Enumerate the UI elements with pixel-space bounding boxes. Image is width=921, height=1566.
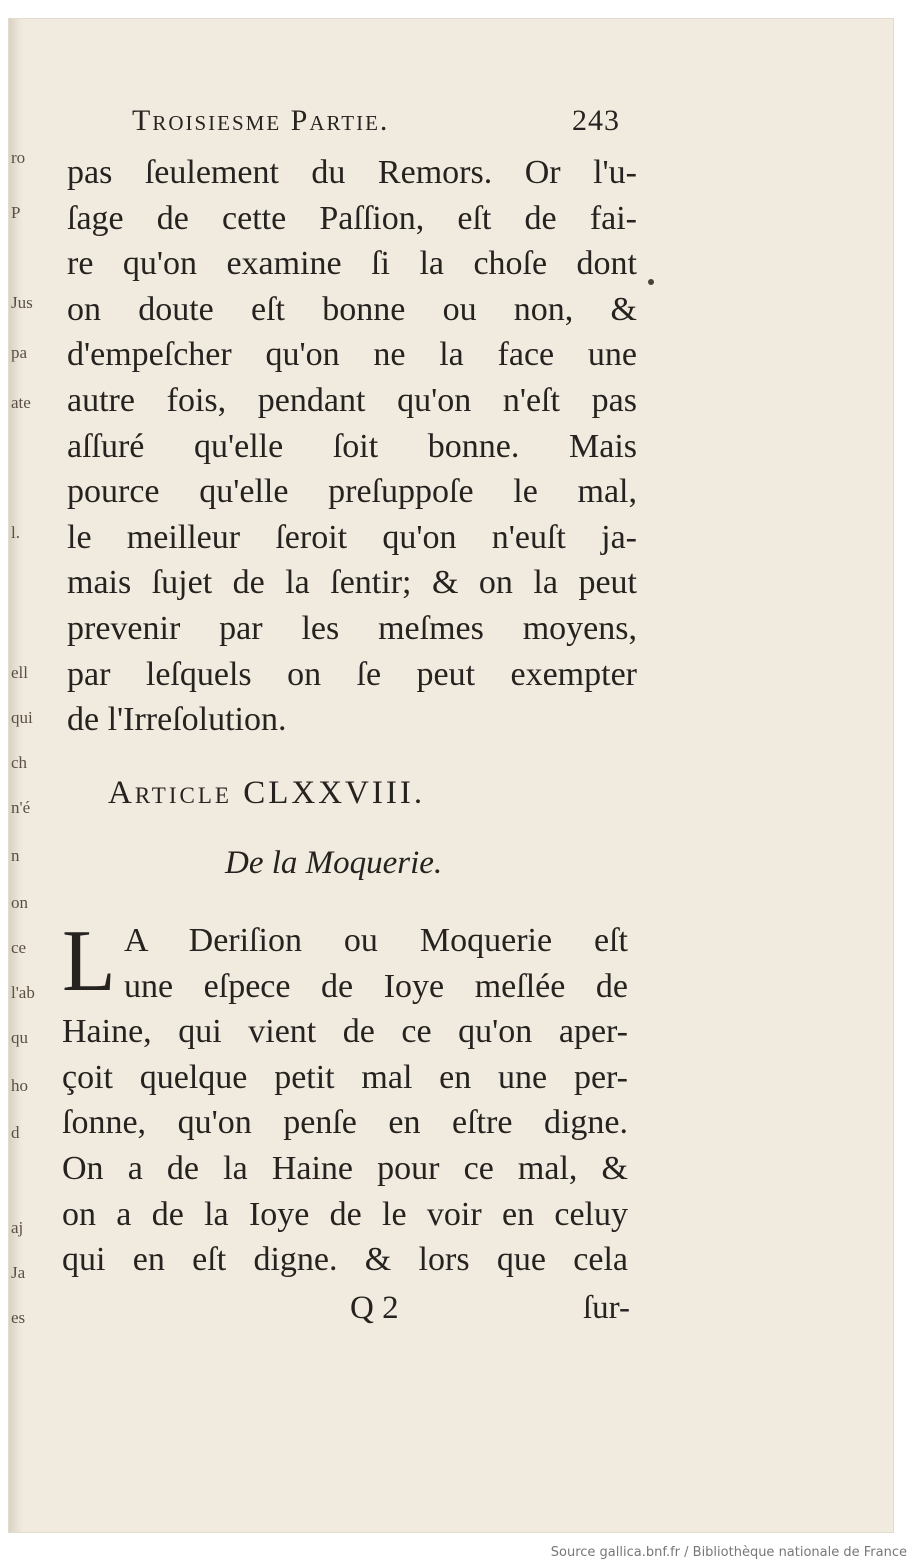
- facing-page-fragment: ho: [11, 1076, 28, 1095]
- text-line: mais ſujet de la ſentir; & on la peut: [67, 564, 637, 602]
- facing-page-fragment: l'ab: [11, 983, 35, 1002]
- text-line: Haine, qui vient de ce qu'on aper-: [62, 1013, 628, 1051]
- text-line: On a de la Haine pour ce mal, &: [62, 1149, 628, 1187]
- running-head-title: Troisiesme Partie.: [132, 104, 390, 137]
- page-footer: [350, 1290, 630, 1336]
- facing-page-fragment: ro: [11, 148, 26, 167]
- catchword: ſur-: [583, 1290, 630, 1326]
- text-line: qui en eſt digne. & lors que cela: [62, 1241, 628, 1279]
- facing-page-fragment: P: [11, 203, 21, 222]
- text-line: par leſquels on ſe peut exempter: [67, 655, 637, 693]
- text-line: prevenir par les meſmes moyens,: [67, 609, 637, 647]
- facing-page-fragment: ch: [11, 753, 28, 772]
- text-line: aſſuré qu'elle ſoit bonne. Mais: [67, 427, 637, 465]
- facing-page-fragment: Ja: [11, 1263, 26, 1282]
- facing-page-fragment: n'é: [11, 798, 31, 817]
- facing-page-fragment: qui: [11, 708, 33, 727]
- facing-page-fragment: ce: [11, 938, 27, 957]
- facing-page-fragment: l.: [11, 523, 20, 542]
- article-subheading: De la Moquerie.: [225, 845, 443, 881]
- facing-page-fragment: d: [11, 1123, 20, 1142]
- text-line: de l'Irreſolution.: [67, 701, 287, 739]
- drop-cap: L: [62, 913, 116, 1010]
- facing-page-fragment: on: [11, 893, 28, 912]
- facing-page-fragment: n: [11, 846, 20, 865]
- text-line: on doute eſt bonne ou non, &: [67, 290, 637, 328]
- facing-page-fragment: pa: [11, 343, 28, 362]
- article-body: [62, 913, 628, 1283]
- facing-page-fragment: ate: [11, 393, 31, 412]
- text-line: pource qu'elle preſuppoſe le mal,: [67, 473, 637, 511]
- facing-page-fragment: aj: [11, 1218, 24, 1237]
- text-line: çoit quelque petit mal en une per-: [62, 1058, 628, 1096]
- source-attribution: Source gallica.bnf.fr / Bibliothèque nationale de France: [550, 1545, 907, 1560]
- running-head: [132, 104, 652, 138]
- page-number: 243: [572, 104, 620, 137]
- signature-mark: Q 2: [350, 1290, 399, 1326]
- text-line: autre fois, pendant qu'on n'eſt pas: [67, 381, 637, 419]
- continuation-paragraph: [67, 150, 637, 743]
- facing-page-fragment: es: [11, 1308, 26, 1327]
- binding-gutter: [9, 19, 35, 1532]
- facing-page-fragment: qu: [11, 1028, 28, 1047]
- text-line: on a de la Ioye de le voir en celuy: [62, 1195, 628, 1233]
- text-line: re qu'on examine ſi la choſe dont: [67, 245, 637, 283]
- text-line: d'empeſcher qu'on ne la face une: [67, 336, 637, 374]
- article-heading: Article CLXXVIII.: [108, 775, 426, 811]
- text-line: une eſpece de Ioye meſlée de: [124, 967, 628, 1005]
- ink-speck: [648, 279, 654, 285]
- text-line: ſonne, qu'on penſe en eſtre digne.: [62, 1104, 628, 1142]
- text-line: ſage de cette Paſſion, eſt de fai-: [67, 199, 637, 237]
- text-line: A Deriſion ou Moquerie eſt: [124, 922, 628, 959]
- text-line: le meilleur ſeroit qu'on n'euſt ja-: [67, 518, 637, 556]
- facing-page-fragment: Jus: [11, 293, 33, 312]
- facing-page-fragment: ell: [11, 663, 28, 682]
- text-line: pas ſeulement du Remors. Or l'u-: [67, 154, 637, 191]
